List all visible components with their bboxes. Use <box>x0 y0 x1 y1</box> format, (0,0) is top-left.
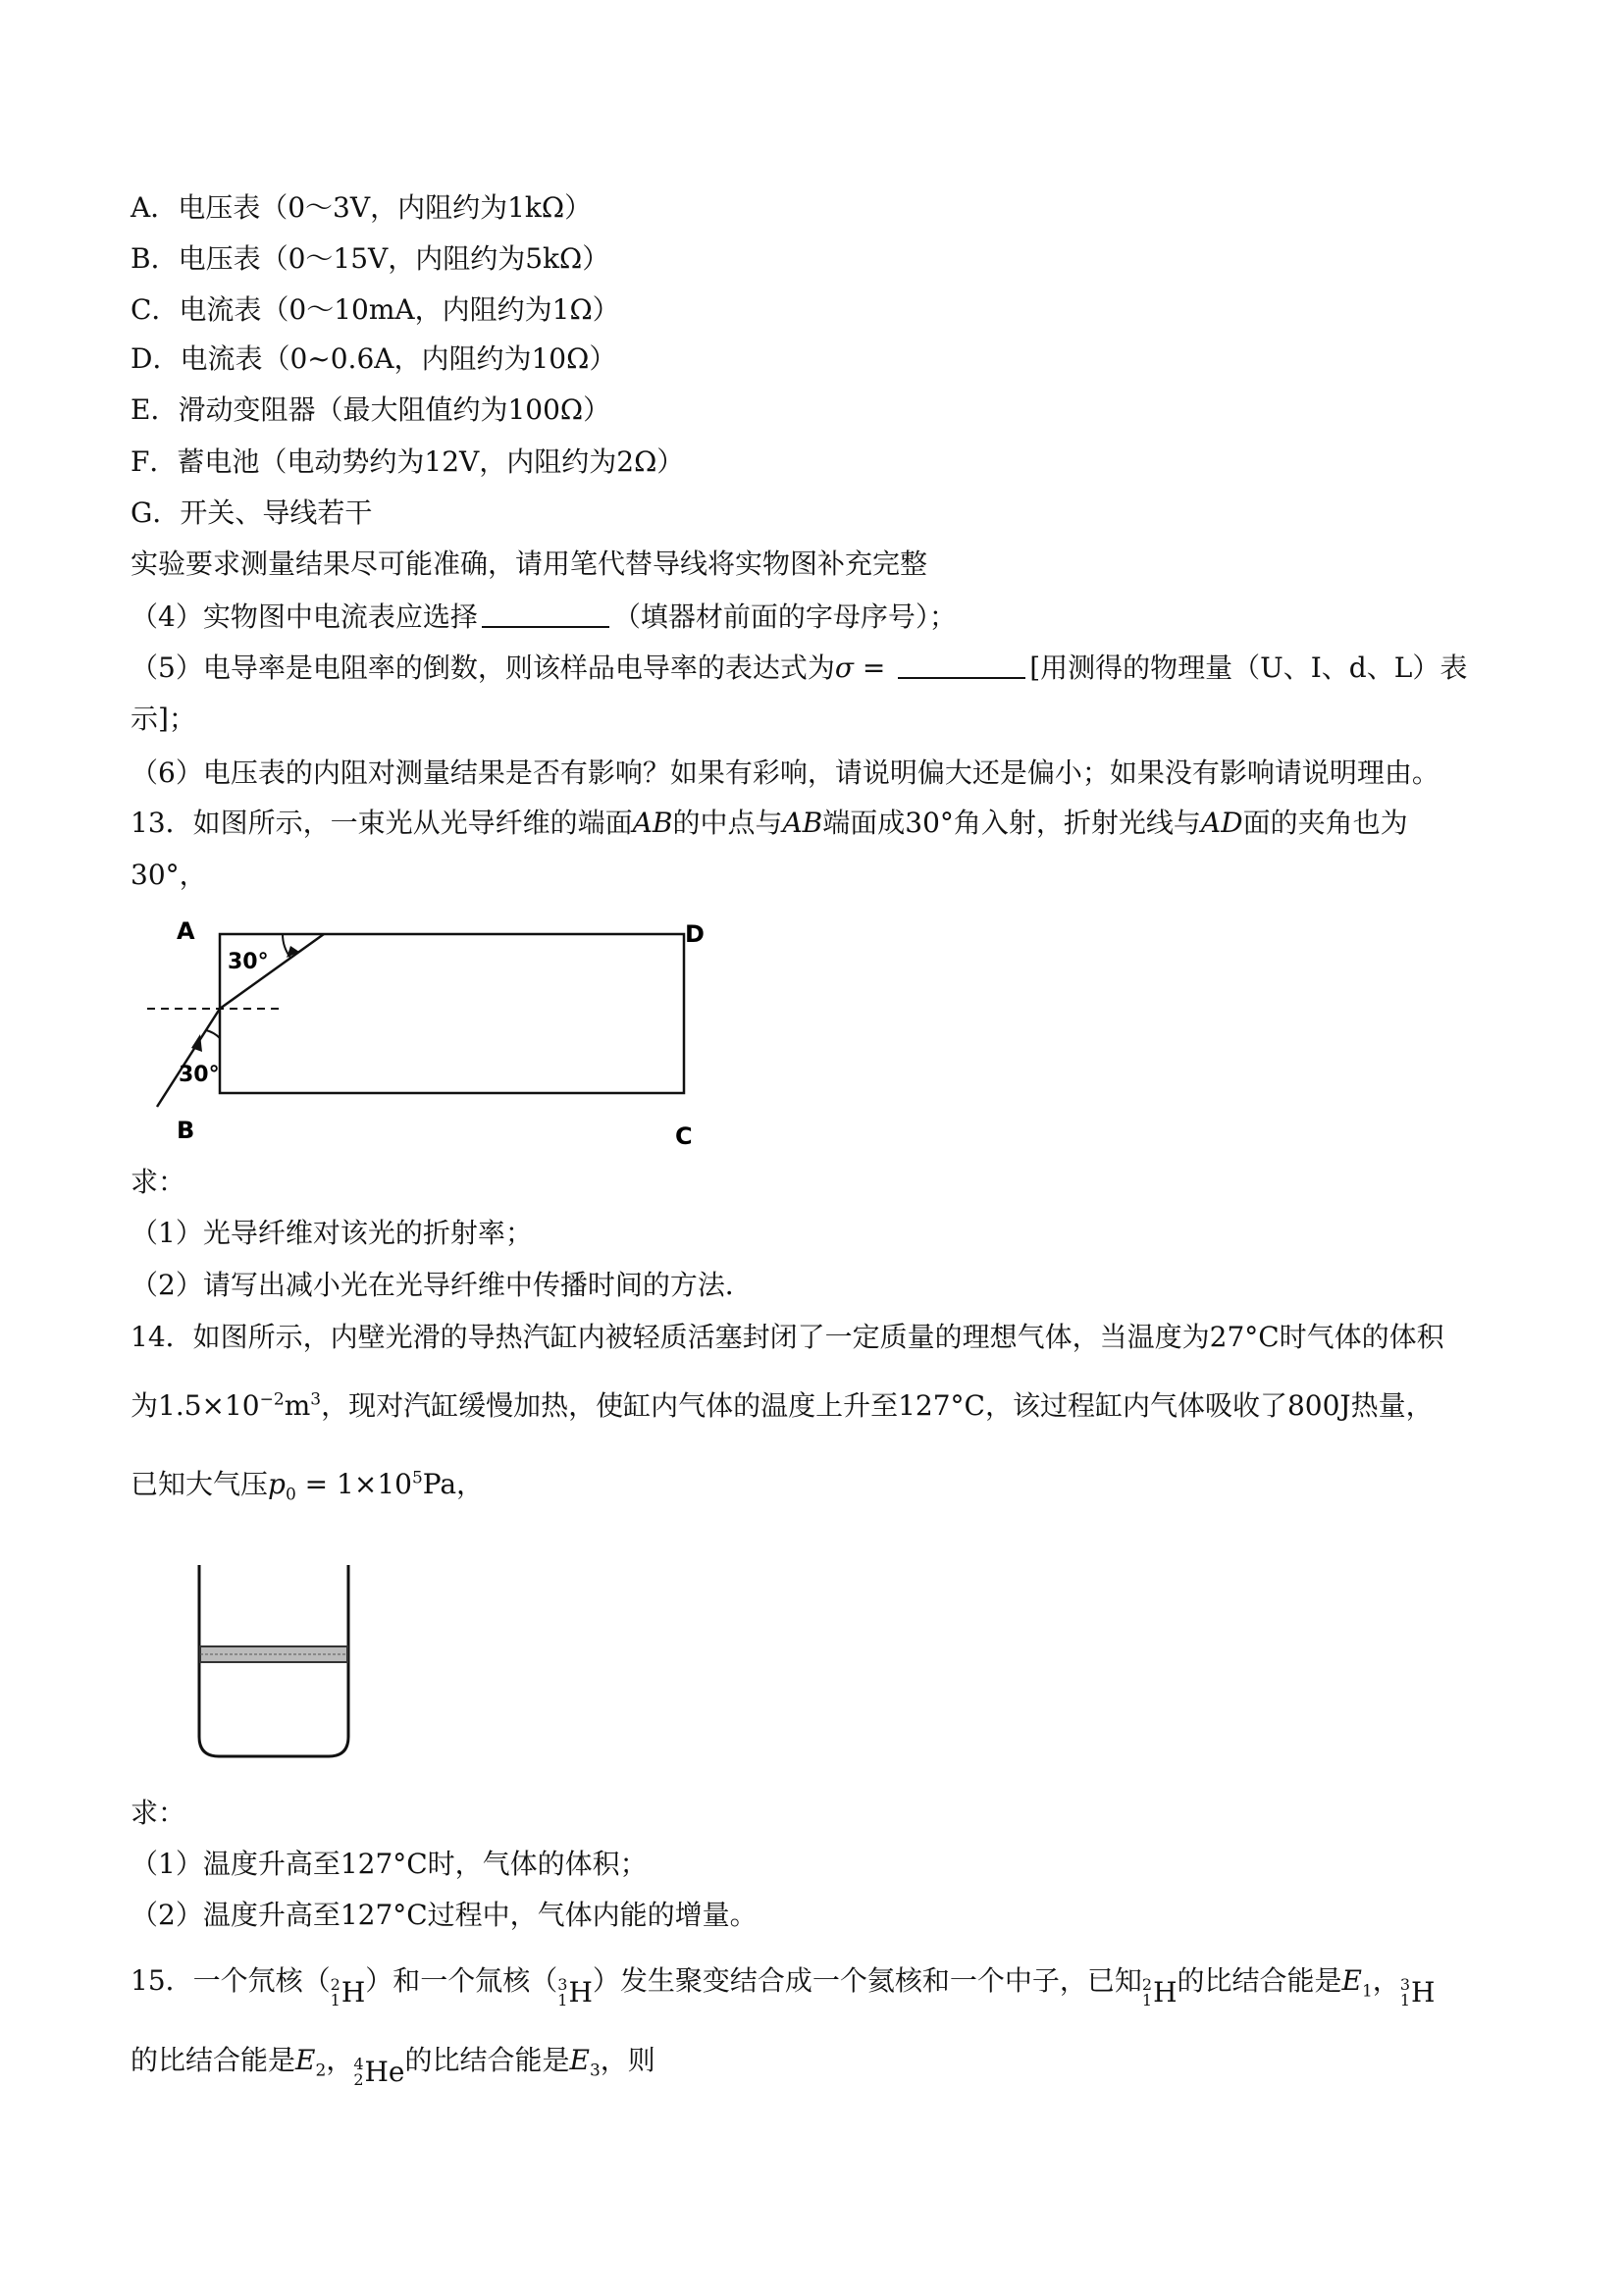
option-g: G．开关、导线若干 <box>131 496 373 529</box>
question-5 <box>131 649 1467 688</box>
optical-fiber-figure <box>137 913 716 1158</box>
tritium-symbol: 3 1 H <box>557 1975 593 2009</box>
p14-pressure-exp: 5 <box>411 1468 423 1488</box>
p14-pressure-value: = 1×10 <box>295 1468 412 1500</box>
question-4 <box>131 598 957 637</box>
p15-line-2-b: 的比结合能是 <box>404 2044 570 2076</box>
vertex-c: C <box>675 1122 693 1150</box>
energy-e1: E <box>1341 1964 1362 1997</box>
q4-answer-blank[interactable] <box>482 599 609 628</box>
p13-ad-label: AD <box>1200 807 1243 839</box>
p15-text-3: ）发生聚变结合成一个氦核和一个中子，已知 <box>592 1964 1142 1997</box>
p13-text-1: 13．如图所示，一束光从光导纤维的端面 <box>131 807 633 839</box>
p14-pressure-symbol: p <box>268 1468 286 1500</box>
problem-13-line-2: 30°， <box>131 859 207 891</box>
p13-text-3: 端面成30°角入射，折射光线与 <box>822 807 1201 839</box>
requirement-text: 实验要求测量结果尽可能准确，请用笔代替导线将实物图补充完整 <box>131 548 928 580</box>
problem-14-line-2 <box>131 1386 1434 1426</box>
energy-e3: E <box>569 2044 590 2076</box>
p14-pressure-unit: Pa， <box>422 1468 485 1500</box>
option-d: D．电流表（0~0.6A，内阻约为10Ω） <box>131 342 617 375</box>
question-6: （6）电压表的内阻对测量结果是否有影响？如果有彩响，请说明偏大还是偏小；如果没有影响请说明理由。 <box>131 757 1440 789</box>
option-f: F．蓄电池（电动势约为12V，内阻约为2Ω） <box>131 445 685 478</box>
angle-label-top: 30° <box>228 950 269 974</box>
option-c: C．电流表（0～10mA，内阻约为1Ω） <box>131 293 620 326</box>
p14-volume-unit: m <box>284 1389 311 1422</box>
problem-15-line-2: 的比结合能是$E_2$， 4 2 He 的比结合能是$E_3$，则 <box>131 2041 655 2092</box>
p14-sub-1: （1）温度升高至127°C时，气体的体积； <box>131 1848 648 1880</box>
p14-volume-unit-exp: 3 <box>310 1389 322 1410</box>
helium-symbol: 4 2 He <box>353 2055 405 2089</box>
p13-ask: 求： <box>131 1166 186 1198</box>
p13-text-2: 的中点与 <box>672 807 783 839</box>
deuterium-symbol: 2 1 H <box>330 1975 366 2009</box>
p15-text-1: 15．一个氘核（ <box>131 1964 331 1997</box>
vertex-d: D <box>685 920 705 948</box>
q5-equals: = <box>853 652 895 684</box>
p13-sub-1: （1）光导纤维对该光的折射率； <box>131 1217 533 1249</box>
option-b: B．电压表（0～15V，内阻约为5kΩ） <box>131 242 610 275</box>
option-e: E．滑动变阻器（最大阻值约为100Ω） <box>131 393 611 426</box>
p15-line-2-a: 的比结合能是 <box>131 2044 296 2076</box>
p13-sub-2: （2）请写出减小光在光导纤维中传播时间的方法． <box>131 1269 753 1301</box>
p14-pressure-sub: 0 <box>285 1485 296 1505</box>
p15-text-2: ）和一个氚核（ <box>365 1964 558 1997</box>
option-a: A．电压表（0～3V，内阻约为1kΩ） <box>131 191 593 224</box>
p14-sub-2: （2）温度升高至127°C过程中，气体内能的增量。 <box>131 1899 758 1931</box>
problem-15-line-1: 15．一个氘核（ 2 1 H ）和一个氚核（ 3 1 H ）发生聚变结合成一个氦核和一个中子，已知 2 1 H 的比结合能是$E_1$， 3 1 H <box>131 1961 1435 2012</box>
q4-text-before: （4）实物图中电流表应选择 <box>131 600 478 633</box>
vertex-a: A <box>177 917 195 945</box>
q4-text-after: （填器材前面的字母序号）； <box>612 600 957 633</box>
q5-text-after: [用测得的物理量（U、I、d、L）表 <box>1029 652 1468 684</box>
problem-14-line-3 <box>131 1465 484 1504</box>
p13-ab-label-2: AB <box>782 807 823 839</box>
q5-answer-blank[interactable] <box>898 650 1025 679</box>
energy-e2: E <box>295 2044 316 2076</box>
p13-text-4: 面的夹角也为 <box>1242 807 1408 839</box>
p14-volume-exponent: −2 <box>259 1389 285 1410</box>
p14-line-2-rest: ，现对汽缸缓慢加热，使缸内气体的温度上升至127°C，该过程缸内气体吸收了800J热量， <box>321 1389 1434 1422</box>
problem-13-line-1 <box>131 804 1408 843</box>
p14-volume-prefix: 为1.5×10 <box>131 1389 260 1422</box>
problem-14-line-1: 14．如图所示，内壁光滑的导热汽缸内被轻质活塞封闭了一定质量的理想气体，当温度为27°C时气体的体积 <box>131 1321 1444 1353</box>
p14-pressure-prefix: 已知大气压 <box>131 1468 269 1500</box>
cylinder-figure <box>191 1560 358 1766</box>
question-5-continued: 示]； <box>131 703 196 735</box>
incident-ray <box>157 1009 220 1107</box>
p13-ab-label-1: AB <box>632 807 673 839</box>
sigma-symbol: σ <box>834 652 854 684</box>
q5-text-before: （5）电导率是电阻率的倒数，则该样品电导率的表达式为 <box>131 652 835 684</box>
vertex-b: B <box>177 1117 195 1144</box>
p15-text-4: 的比结合能是 <box>1177 1964 1342 1997</box>
tritium-symbol-2: 3 1 H <box>1399 1975 1436 2009</box>
deuterium-symbol-2: 2 1 H <box>1141 1975 1178 2009</box>
p15-line-2-c: ，则 <box>600 2044 655 2076</box>
p14-ask: 求： <box>131 1797 186 1829</box>
angle-label-bottom: 30° <box>179 1063 220 1087</box>
bottom-angle-arc <box>206 1030 220 1038</box>
